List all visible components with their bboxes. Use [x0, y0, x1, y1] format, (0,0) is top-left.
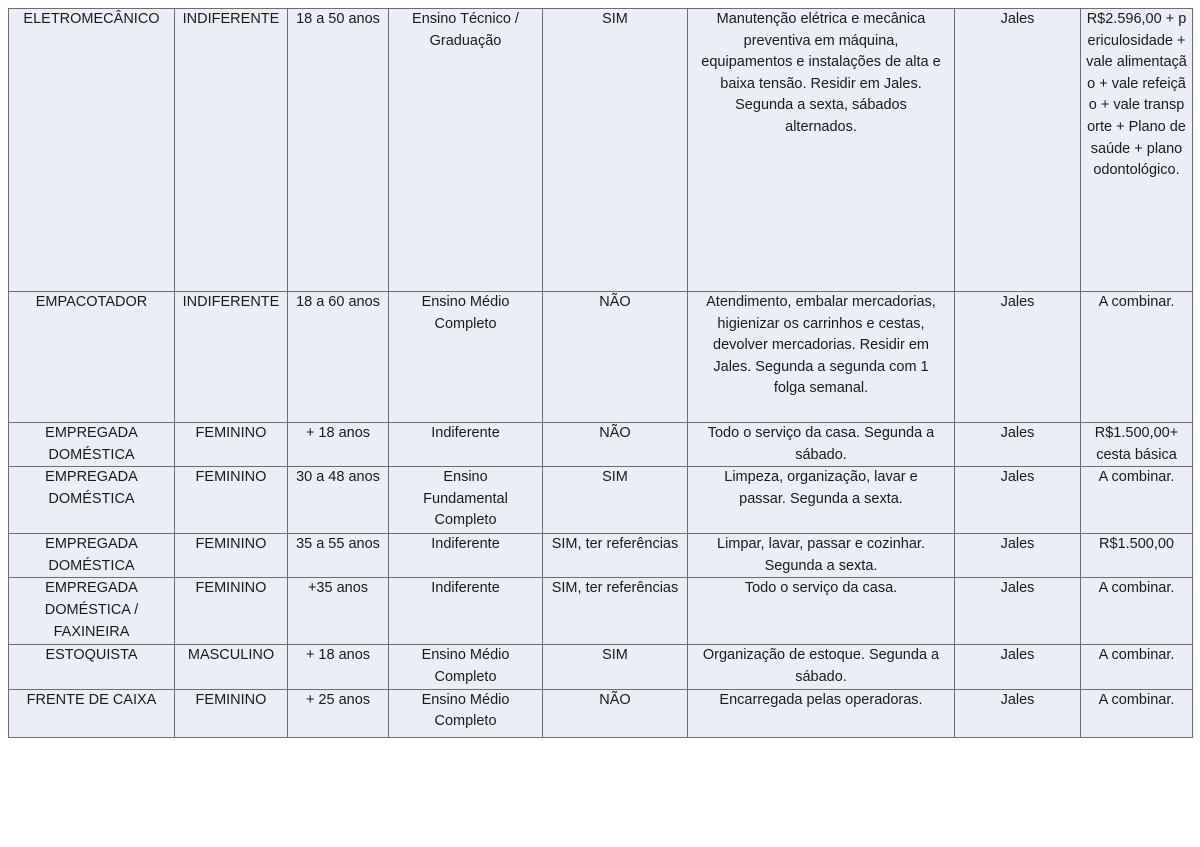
table-row — [9, 467, 1193, 534]
description-cell: Encarregada pelas operadoras. — [688, 689, 955, 737]
gender-cell: INDIFERENTE — [175, 292, 288, 423]
salary-cell: R$1.500,00 — [1081, 534, 1193, 578]
age-cell: 18 a 50 anos — [288, 9, 389, 292]
table-row — [9, 534, 1193, 578]
city-cell: Jales — [955, 645, 1081, 689]
age-cell: 18 a 60 anos — [288, 292, 389, 423]
experience-cell: NÃO — [543, 292, 688, 423]
age-cell: 30 a 48 anos — [288, 467, 389, 534]
table-row — [9, 292, 1193, 423]
education-cell: Ensino Médio Completo — [389, 292, 543, 423]
age-cell: + 18 anos — [288, 645, 389, 689]
city-cell: Jales — [955, 467, 1081, 534]
education-cell: Ensino Técnico / Graduação — [389, 9, 543, 292]
city-cell: Jales — [955, 423, 1081, 467]
table-row — [9, 578, 1193, 645]
gender-cell: FEMININO — [175, 534, 288, 578]
city-cell: Jales — [955, 9, 1081, 292]
experience-cell: SIM — [543, 645, 688, 689]
job-title-cell: ESTOQUISTA — [9, 645, 175, 689]
salary-cell: A combinar. — [1081, 645, 1193, 689]
experience-cell: SIM, ter referências — [543, 578, 688, 645]
description-cell: Limpeza, organização, lavar e passar. Segunda a sexta. — [688, 467, 955, 534]
description-cell: Manutenção elétrica e mecânica preventiva em máquina, equipamentos e instalações de alta e baixa tensão. Residir em Jales. Segunda a sexta, sábados alternados. — [688, 9, 955, 292]
job-title-cell: ELETROMECÂNICO — [9, 9, 175, 292]
salary-cell: R$1.500,00+ cesta básica — [1081, 423, 1193, 467]
education-cell: Indiferente — [389, 578, 543, 645]
job-title-cell: EMPREGADA DOMÉSTICA — [9, 534, 175, 578]
gender-cell: MASCULINO — [175, 645, 288, 689]
age-cell: + 25 anos — [288, 689, 389, 737]
job-listings-table — [8, 8, 1193, 738]
job-title-cell: EMPREGADA DOMÉSTICA / FAXINEIRA — [9, 578, 175, 645]
experience-cell: SIM, ter referências — [543, 534, 688, 578]
salary-cell: A combinar. — [1081, 689, 1193, 737]
gender-cell: FEMININO — [175, 467, 288, 534]
gender-cell: INDIFERENTE — [175, 9, 288, 292]
job-title-cell: FRENTE DE CAIXA — [9, 689, 175, 737]
experience-cell: NÃO — [543, 423, 688, 467]
salary-cell: R$2.596,00 + periculosidade + vale alimentação + vale refeição + vale transporte + Plano de saúde + plano odontológico. — [1081, 9, 1193, 292]
experience-cell: NÃO — [543, 689, 688, 737]
age-cell: +35 anos — [288, 578, 389, 645]
job-title-cell: EMPACOTADOR — [9, 292, 175, 423]
city-cell: Jales — [955, 292, 1081, 423]
table-row — [9, 423, 1193, 467]
job-title-cell: EMPREGADA DOMÉSTICA — [9, 423, 175, 467]
city-cell: Jales — [955, 534, 1081, 578]
table-row — [9, 9, 1193, 292]
salary-cell: A combinar. — [1081, 578, 1193, 645]
city-cell: Jales — [955, 689, 1081, 737]
education-cell: Indiferente — [389, 423, 543, 467]
description-cell: Organização de estoque. Segunda a sábado. — [688, 645, 955, 689]
gender-cell: FEMININO — [175, 689, 288, 737]
experience-cell: SIM — [543, 467, 688, 534]
description-cell: Todo o serviço da casa. Segunda a sábado. — [688, 423, 955, 467]
education-cell: Indiferente — [389, 534, 543, 578]
table-row — [9, 645, 1193, 689]
gender-cell: FEMININO — [175, 578, 288, 645]
age-cell: 35 a 55 anos — [288, 534, 389, 578]
city-cell: Jales — [955, 578, 1081, 645]
table-row — [9, 689, 1193, 737]
age-cell: + 18 anos — [288, 423, 389, 467]
experience-cell: SIM — [543, 9, 688, 292]
salary-cell: A combinar. — [1081, 292, 1193, 423]
gender-cell: FEMININO — [175, 423, 288, 467]
education-cell: Ensino Médio Completo — [389, 689, 543, 737]
job-title-cell: EMPREGADA DOMÉSTICA — [9, 467, 175, 534]
description-cell: Todo o serviço da casa. — [688, 578, 955, 645]
salary-cell: A combinar. — [1081, 467, 1193, 534]
description-cell: Limpar, lavar, passar e cozinhar. Segunda a sexta. — [688, 534, 955, 578]
education-cell: Ensino Fundamental Completo — [389, 467, 543, 534]
education-cell: Ensino Médio Completo — [389, 645, 543, 689]
description-cell: Atendimento, embalar mercadorias, higienizar os carrinhos e cestas, devolver mercadorias. Residir em Jales. Segunda a segunda com 1 folga semanal. — [688, 292, 955, 423]
